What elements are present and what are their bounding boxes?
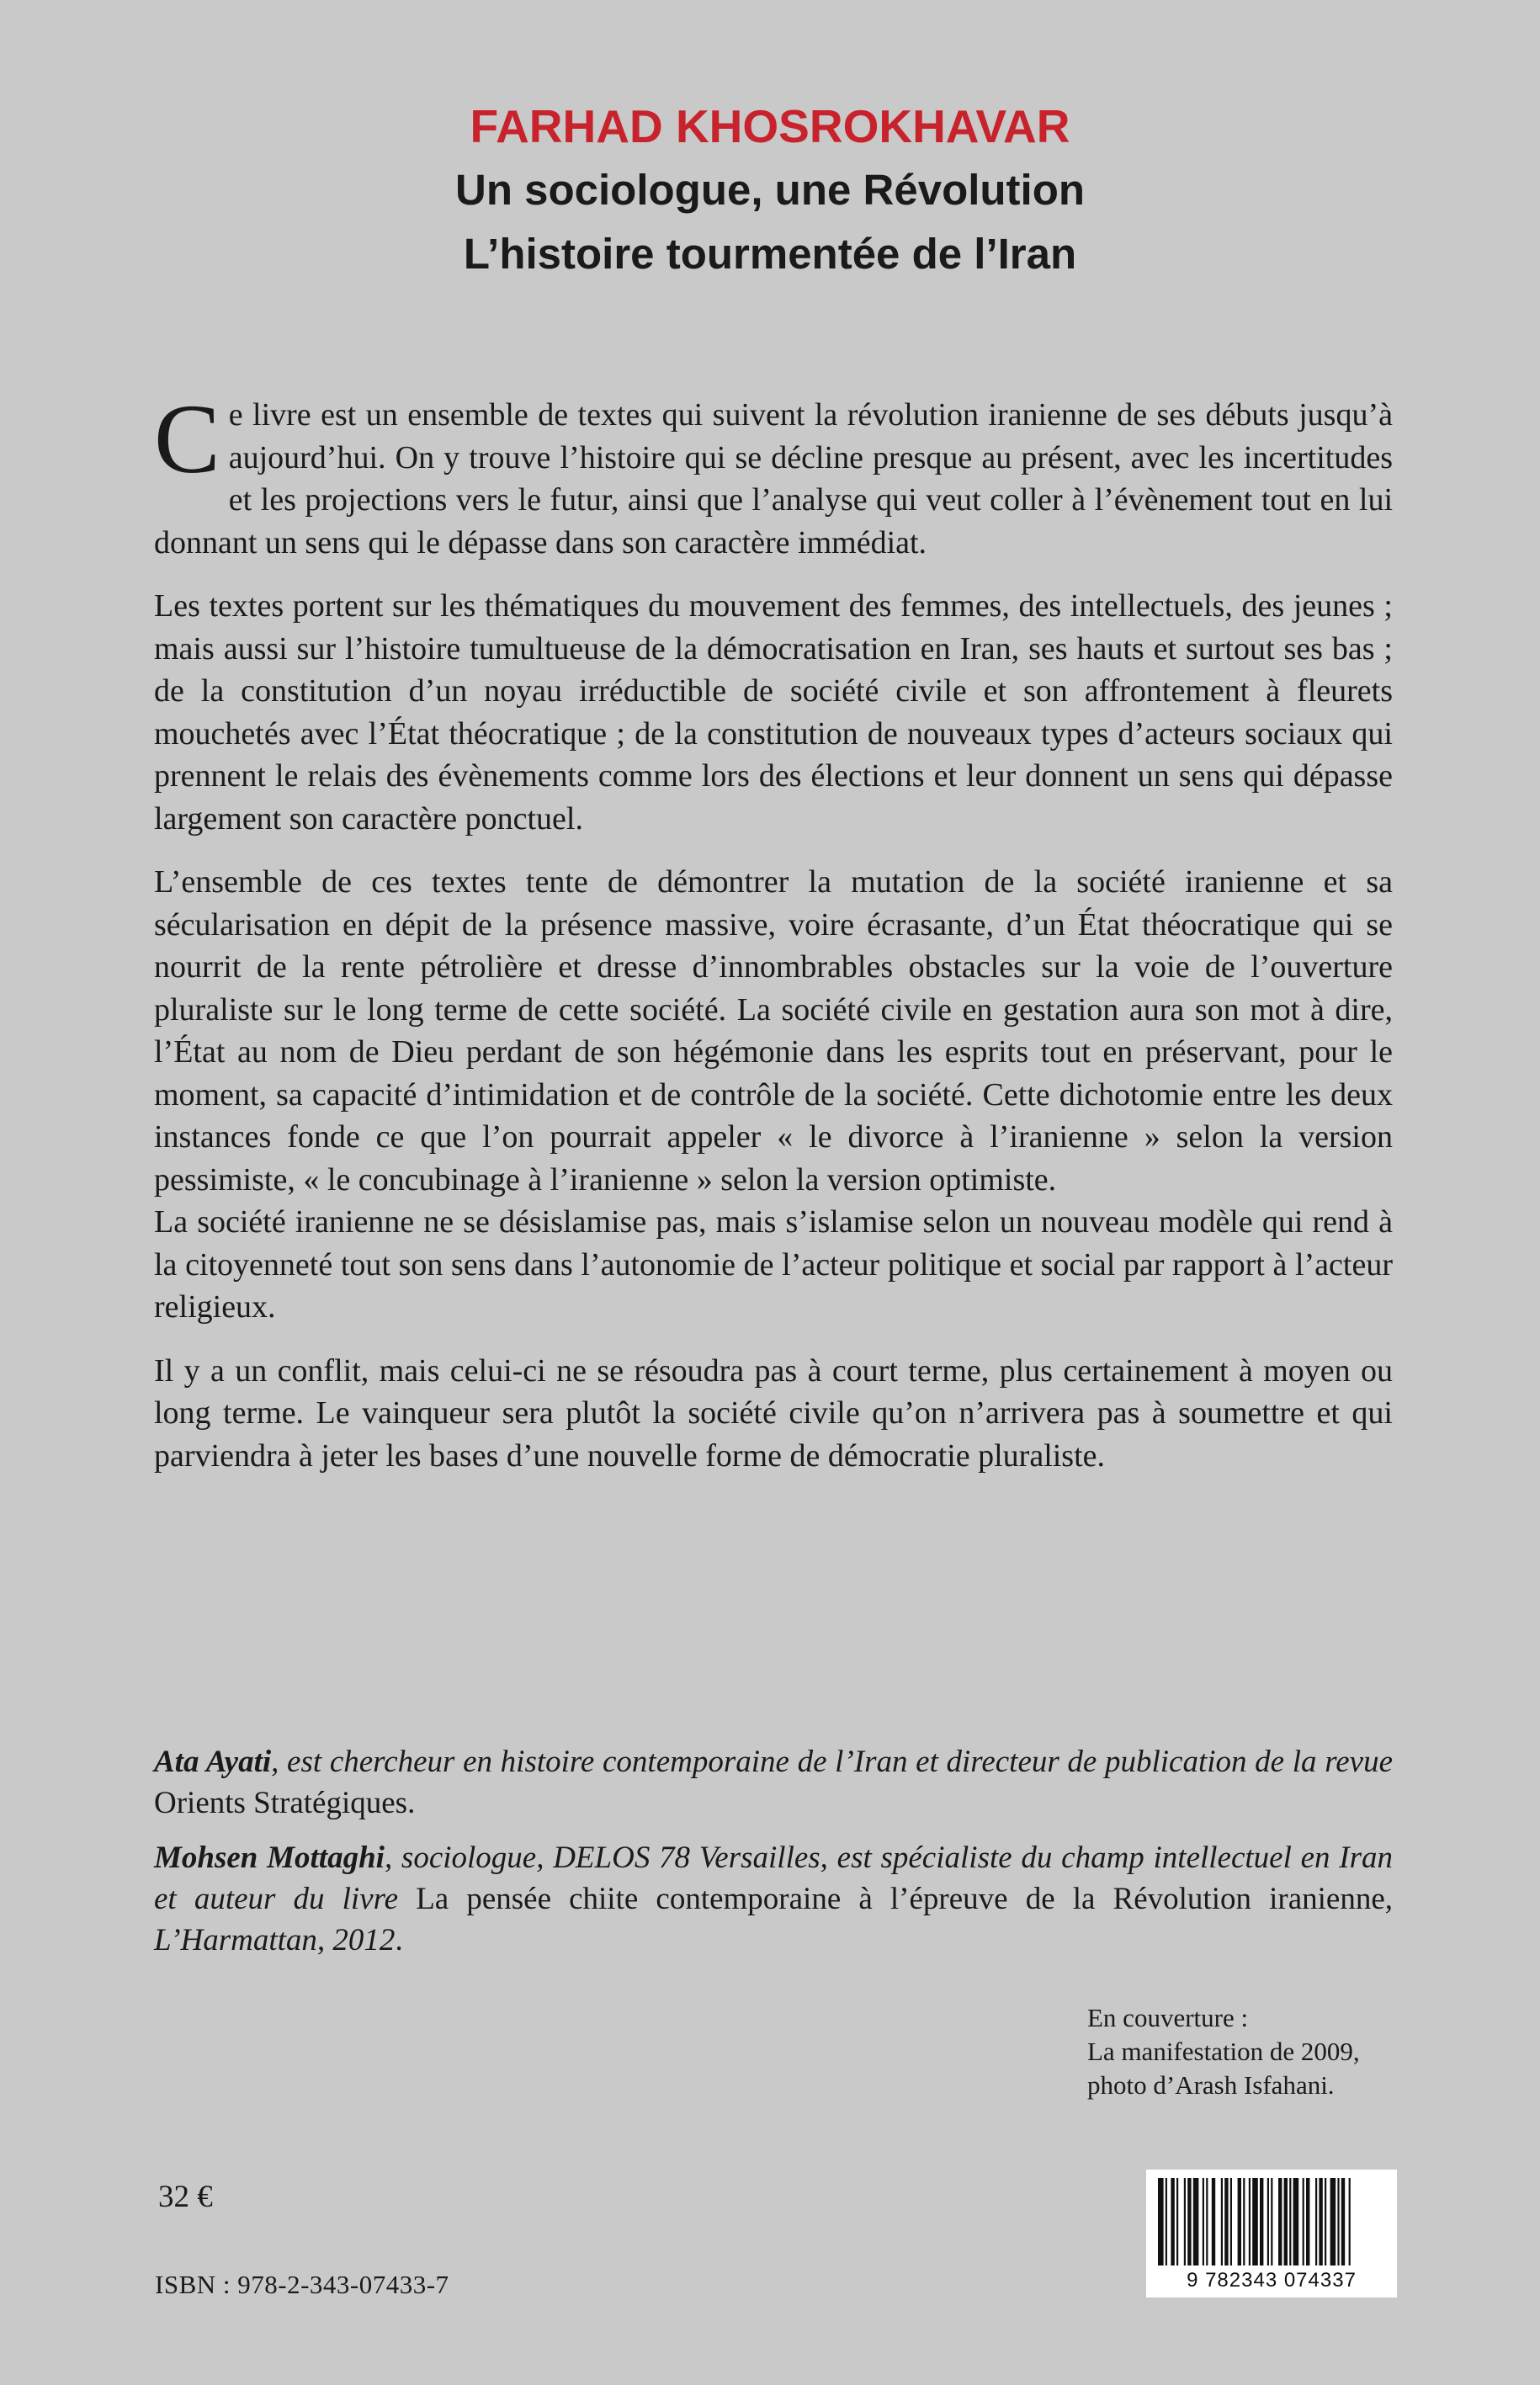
bio-1-text: , est chercheur en histoire contemporaine de l’Iran et directeur de publication de la revue: [271, 1745, 1393, 1779]
price: 32 €: [158, 2180, 213, 2214]
barcode-bar: [1249, 2178, 1251, 2265]
barcode-bar: [1206, 2178, 1208, 2265]
barcode-bar: [1337, 2178, 1339, 2265]
barcode-bar: [1203, 2178, 1204, 2265]
header: [0, 94, 1540, 286]
barcode-bar: [1315, 2178, 1317, 2265]
bio-2-book: La pensée chiite contemporaine à l’épreuve de la Révolution iranienne: [416, 1882, 1385, 1916]
barcode-bar: [1238, 2178, 1241, 2265]
barcode-bar: [1271, 2178, 1272, 2265]
summary-paragraph-4: La société iranienne ne se désislamise pas, mais s’islamise selon un nouveau modèle qui rend à la citoyenneté tout son sens dans l’autonomie de l’acteur politique et social par rapport à l’acteur religieux.: [154, 1204, 1393, 1325]
isbn: ISBN : 978-2-343-07433-7: [155, 2270, 449, 2299]
barcode-bar: [1252, 2178, 1258, 2265]
bio-1-name: Ata Ayati: [154, 1745, 272, 1779]
author-bios: [154, 1741, 1393, 1974]
cover-photo-credit: [1087, 2001, 1360, 2102]
barcode-bar: [1221, 2178, 1223, 2265]
barcode-bar: [1303, 2178, 1304, 2265]
credit-line-2: La manifestation de 2009,: [1087, 2037, 1360, 2066]
credit-line-3: photo d’Arash Isfahani.: [1087, 2070, 1335, 2100]
author-name: FARHAD KHOSROKHAVAR: [470, 100, 1070, 152]
bio-2-publisher: , L’Harmattan, 2012: [154, 1882, 1393, 1957]
bio-mohsen-mottaghi: [154, 1837, 1393, 1961]
barcode-bar: [1284, 2178, 1288, 2265]
barcode-bar: [1193, 2178, 1199, 2265]
summary-paragraph-1: [154, 384, 1393, 564]
book-title-line-2: L’histoire tourmentée de l’Iran: [463, 230, 1077, 278]
barcode-bar: [1230, 2178, 1232, 2265]
barcode-bar: [1289, 2178, 1291, 2265]
credit-line-1: En couverture :: [1087, 2003, 1249, 2032]
barcode-bar: [1184, 2178, 1186, 2265]
barcode-bar: [1293, 2178, 1299, 2265]
barcode-bar: [1158, 2178, 1164, 2265]
barcode-bar: [1325, 2178, 1326, 2265]
back-cover-summary: [154, 384, 1393, 1498]
barcode-number: 9 782343 074337: [1187, 2269, 1357, 2292]
barcode-bar: [1260, 2178, 1263, 2265]
barcode-bar: [1341, 2178, 1345, 2265]
barcode-bar: [1306, 2178, 1309, 2265]
bio-1-end: .: [407, 1786, 416, 1820]
barcode-bar: [1171, 2178, 1174, 2265]
barcode-bar: [1330, 2178, 1336, 2265]
barcode-bar: [1187, 2178, 1191, 2265]
barcode-bar: [1267, 2178, 1269, 2265]
barcode-bar: [1278, 2178, 1282, 2265]
drop-cap: C: [154, 384, 220, 494]
bio-2-text: , sociologue, DELOS 78 Versailles, est spécialiste du champ intellectuel en Iran et auteur du livre: [154, 1841, 1393, 1916]
barcode-bar: [1224, 2178, 1228, 2265]
bio-ata-ayati: [154, 1741, 1393, 1824]
barcode-bar: [1243, 2178, 1245, 2265]
summary-paragraph-3: L’ensemble de ces textes tente de démontrer la mutation de la société iranienne et sa sécularisation en dépit de la présence massive, voire écrasante, d’un État théocratique qui se nourrit de la rente pétrolière et dresse d’innombrables obstacles sur la voie de l’ouverture pluraliste sur le long terme de cette société. La société civile en gestation aura son mot à dire, l’État au nom de Dieu perdant de son hégémonie dans les esprits tout en préservant, pour le moment, sa capacité d’intimidation et de contrôle de la société. Cette dichotomie entre les deux instances fonde ce que l’on pourrait appeler « le divorce à l’iranienne » selon la version pessimiste, « le concubinage à l’iranienne » selon la version optimiste.: [154, 864, 1393, 1198]
barcode-bar: [1212, 2178, 1215, 2265]
barcode-bar: [1176, 2178, 1178, 2265]
book-title-line-1: Un sociologue, une Révolution: [454, 166, 1086, 214]
barcode-bar: [1349, 2178, 1351, 2265]
summary-paragraph-2: Les textes portent sur les thématiques du mouvement des femmes, des intellectuels, des jeunes ; mais aussi sur l’histoire tumultueuse de la démocratisation en Iran, ses hauts et surtout ses bas ; de la constitution d’un noyau irréductible de société civile et son affrontement à fleurets mouchetés avec l’État théocratique ; de la constitution de nouveaux types d’acteurs sociaux qui prennent le relais des évènements comme lors des élections et leur donnent un sens qui dépasse largement son caractère ponctuel.: [154, 588, 1393, 837]
bio-2-name: Mohsen Mottaghi: [154, 1841, 385, 1875]
barcode-bar: [1319, 2178, 1322, 2265]
barcode-bar: [1166, 2178, 1167, 2265]
summary-paragraph-5: Il y a un conflit, mais celui-ci ne se résoudra pas à court terme, plus certainement à moyen ou long terme. Le vainqueur sera plutôt la société civile qu’on n’arrivera pas à soumettre et qui parviendra à jeter les bases d’une nouvelle forme de démocratie pluraliste.: [154, 1352, 1393, 1474]
bio-2-end: .: [395, 1923, 403, 1957]
barcode: [1146, 2170, 1397, 2297]
bio-1-journal: Orients Stratégiques: [154, 1786, 408, 1820]
summary-paragraph-1-text: e livre est un ensemble de textes qui suivent la révolution iranienne de ses débuts jusqu’à aujourd’hui. On y trouve l’histoire qui se décline presque au présent, avec les incertitudes et les projections vers le futur, ainsi que l’analyse qui veut coller à l’évènement tout en lui donnant un sens qui le dépasse dans son caractère immédiat.: [154, 397, 1393, 560]
